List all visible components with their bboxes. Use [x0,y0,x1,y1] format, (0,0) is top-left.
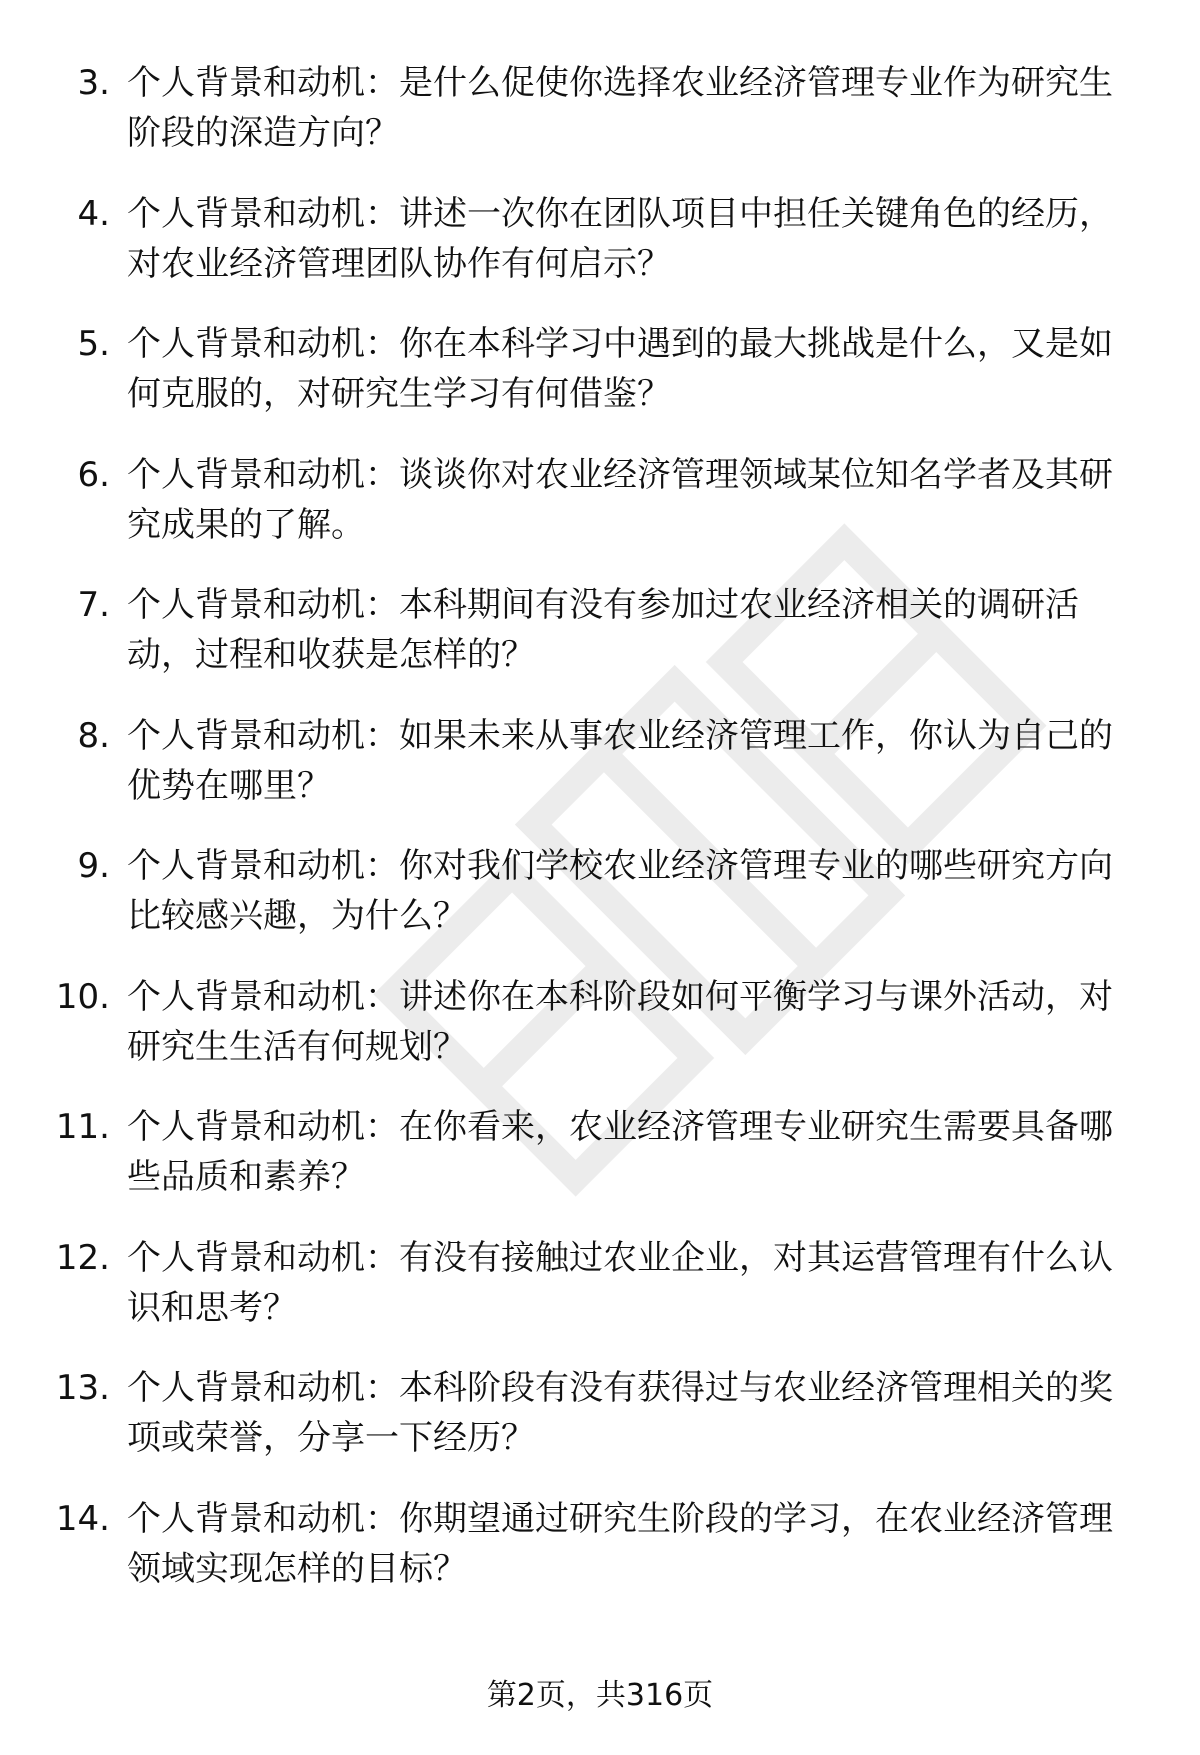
question-number: 14. [55,1498,110,1539]
question-text: 个人背景和动机：在你看来，农业经济管理专业研究生需要具备哪些品质和素养？ [127,1107,1113,1197]
question-number: 9. [77,846,110,886]
question-list [0,58,1200,1624]
question-item [0,1494,1200,1625]
question-text: 个人背景和动机：有没有接触过农业企业，对其运营管理有什么认识和思考？ [127,1237,1113,1328]
question-item [0,972,1200,1103]
question-text: 个人背景和动机：本科期间有没有参加过农业经济相关的调研活动，过程和收获是怎样的？ [127,585,1079,675]
question-item [0,580,1200,711]
question-item [0,841,1200,972]
question-text: 个人背景和动机：讲述你在本科阶段如何平衡学习与课外活动，对研究生生活有何规划？ [127,976,1113,1067]
question-item [0,1233,1200,1364]
question-item [0,1363,1200,1494]
question-item [0,450,1200,581]
question-text: 个人背景和动机：是什么促使你选择农业经济管理专业作为研究生阶段的深造方向？ [127,63,1113,153]
question-number: 10. [55,976,110,1017]
question-number: 4. [77,193,110,234]
question-number: 13. [55,1368,110,1408]
question-text: 个人背景和动机：你在本科学习中遇到的最大挑战是什么，又是如何克服的，对研究生学习有何借鉴？ [127,324,1113,414]
question-number: 7. [77,585,110,625]
question-item [0,711,1200,842]
question-number: 8. [77,715,110,756]
question-text: 个人背景和动机：谈谈你对农业经济管理领域某位知名学者及其研究成果的了解。 [127,454,1113,545]
question-text: 个人背景和动机：本科阶段有没有获得过与农业经济管理相关的奖项或荣誉，分享一下经历？ [127,1368,1113,1458]
question-item [0,189,1200,320]
page-footer: 第2页，共316页 [486,1678,714,1713]
question-item [0,319,1200,450]
question-text: 个人背景和动机：如果未来从事农业经济管理工作，你认为自己的优势在哪里？ [127,715,1113,806]
question-text: 个人背景和动机：你对我们学校农业经济管理专业的哪些研究方向比较感兴趣，为什么？ [127,846,1113,936]
question-number: 5. [77,324,110,364]
question-number: 12. [55,1237,110,1278]
question-item [0,58,1200,189]
question-text: 个人背景和动机：你期望通过研究生阶段的学习，在农业经济管理领域实现怎样的目标？ [127,1498,1113,1589]
question-item [0,1102,1200,1233]
question-text: 个人背景和动机：讲述一次你在团队项目中担任关键角色的经历，对农业经济管理团队协作有何启示？ [127,193,1113,284]
question-number: 3. [77,63,110,103]
question-number: 11. [55,1107,110,1147]
question-number: 6. [77,454,110,495]
